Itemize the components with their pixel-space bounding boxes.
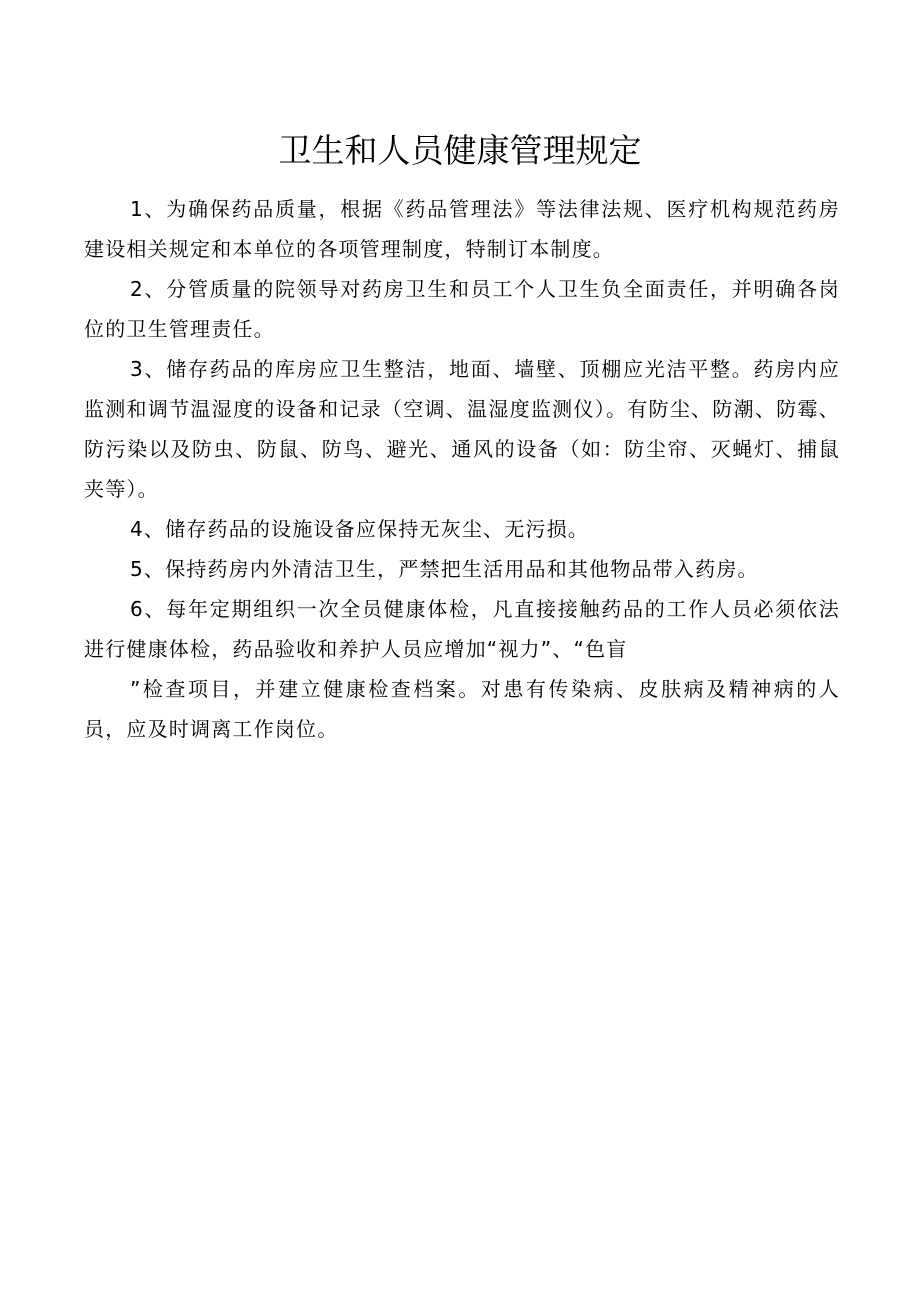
paragraph-6-continued: ”检查项目，并建立健康检查档案。对患有传染病、皮肤病及精神病的人员，应及时调离工作岗位。 <box>84 677 840 741</box>
paragraph-4: 4、储存药品的设施设备应保持无灰尘、无污损。 <box>130 517 590 541</box>
paragraph-3: 3、储存药品的库房应卫生整洁，地面、墙壁、顶棚应光洁平整。药房内应监测和调节温湿度的设备和记录（空调、温湿度监测仪）。有防尘、防潮、防霉、防污染以及防虫、防鼠、防鸟、避光、通风的设备（如：防尘帘、灭蝇灯、捕鼠夹等）。 <box>84 357 840 501</box>
paragraph-2: 2、分管质量的院领导对药房卫生和员工个人卫生负全面责任，并明确各岗位的卫生管理责任。 <box>84 277 840 341</box>
document-body <box>84 189 840 749</box>
paragraph-1: 1、为确保药品质量，根据《药品管理法》等法律法规、医疗机构规范药房建设相关规定和本单位的各项管理制度，特制订本制度。 <box>84 197 840 261</box>
paragraph-5: 5、保持药房内外清洁卫生，严禁把生活用品和其他物品带入药房。 <box>130 557 759 581</box>
paragraph-6: 6、每年定期组织一次全员健康体检，凡直接接触药品的工作人员必须依法进行健康体检，药品验收和养护人员应增加“视力”、“色盲 <box>84 597 840 661</box>
document-title: 卫生和人员健康管理规定 <box>278 131 642 170</box>
